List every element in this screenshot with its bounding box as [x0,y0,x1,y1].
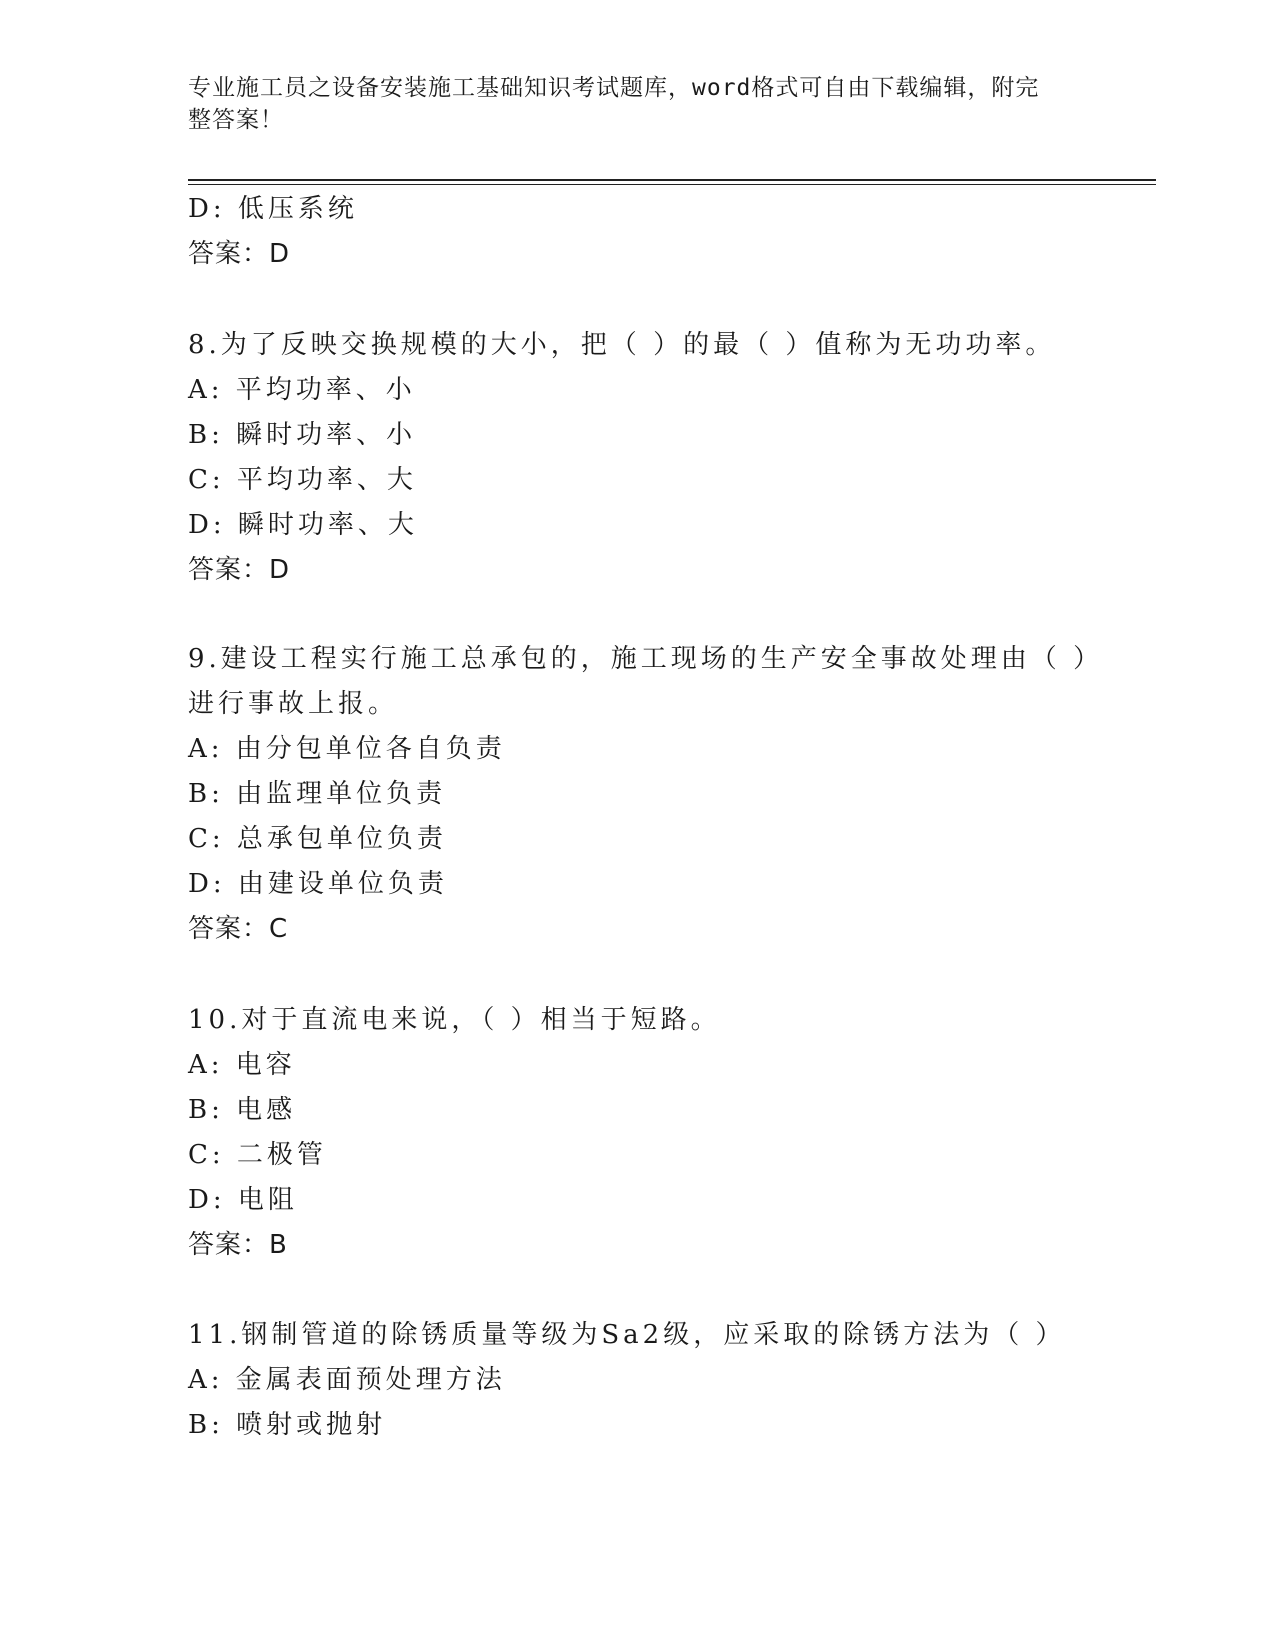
header-divider [188,179,1156,181]
q10-answer: 答案：B [188,1230,288,1260]
q10-option-a: A: 电容 [188,1050,296,1080]
q10-option-c: C: 二极管 [188,1140,327,1170]
header-line-2: 整答案！ [188,107,284,133]
q11-option-a: A: 金属表面预处理方法 [188,1365,506,1395]
header-divider-thin [188,184,1156,185]
q9-question-line-2: 进行事故上报。 [188,689,399,719]
q9-option-b: B: 由监理单位负责 [188,779,447,809]
q11-option-b: B: 喷射或抛射 [188,1410,387,1440]
q11-question: 11.钢制管道的除锈质量等级为Sa2级，应采取的除锈方法为（ ） [188,1320,1066,1350]
document-header [188,72,1068,136]
q9-question-line-1: 9.建设工程实行施工总承包的，施工现场的生产安全事故处理由（ ） [188,644,1104,674]
header-line-1: 专业施工员之设备安装施工基础知识考试题库，word格式可自由下载编辑，附完 [188,75,1040,101]
q10-option-b: B: 电感 [188,1095,297,1125]
q9-option-c: C: 总承包单位负责 [188,824,447,854]
q7-answer: 答案：D [188,239,291,269]
q8-option-b: B: 瞬时功率、小 [188,420,417,450]
q10-option-d: D: 电阻 [188,1185,298,1215]
q10-question: 10.对于直流电来说，（ ）相当于短路。 [188,1005,721,1035]
q8-option-d: D: 瞬时功率、大 [188,510,418,540]
q9-option-a: A: 由分包单位各自负责 [188,734,506,764]
q9-answer: 答案：C [188,914,289,944]
q8-option-a: A: 平均功率、小 [188,375,416,405]
q8-option-c: C: 平均功率、大 [188,465,417,495]
q8-answer: 答案：D [188,555,291,585]
q7-option-d: D: 低压系统 [188,194,358,224]
q8-question: 8.为了反映交换规模的大小，把（ ）的最（ ）值称为无功功率。 [188,330,1056,360]
q9-option-d: D: 由建设单位负责 [188,869,448,899]
